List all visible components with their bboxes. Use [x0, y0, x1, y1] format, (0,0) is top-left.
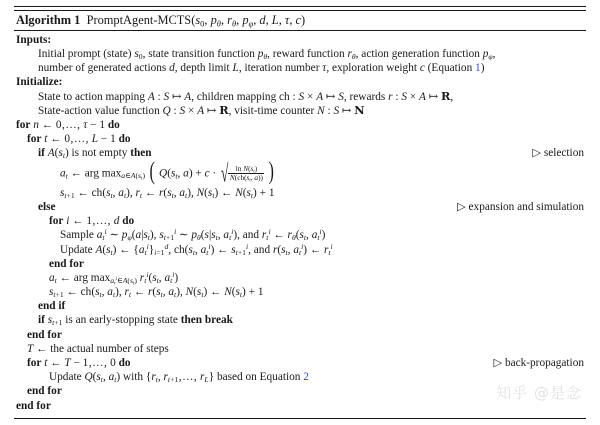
line-select-argmax: $a_t$ ← arg $\max_{a\in A(s_t)}$ ( $Q(s_t$, a) + c · √ $\frac{\ln N(s_t)}{N(ch(s_t, a))}$ )	[60, 158, 275, 188]
comment-expansion-simulation: ▷ expansion and simulation	[457, 200, 584, 213]
line-end-for-backprop: end for	[27, 385, 62, 398]
algorithm-body	[14, 31, 586, 416]
line-for-n: for n ← 0,…, τ − 1 do	[16, 118, 120, 131]
inputs-line-2: number of generated actions d, depth limit L, iteration number τ, exploration weight c (Equation 1)	[38, 61, 485, 74]
watermark: 知乎 @是念	[496, 384, 582, 402]
line-assign-T: T ← the actual number of steps	[27, 342, 169, 355]
comment-selection: ▷ selection	[532, 147, 584, 159]
line-sim-update: $s_{t+1}$ ← $ch(s_t$, $a_t$), $r_t$ ← $r(s_t$, $a_t$), $N(s_t)$ ← $N(s_t) + 1$	[49, 286, 264, 300]
equation-ref-2[interactable]: 2	[303, 371, 309, 384]
line-sample: Sample $a_t^i$ ∼ $p_\varphi(a|s_t)$, $s_{t+1}^i$ ∼ $p_\theta(s|s_t$, $a_t^i$), and $r_t^i$ ← $r_\theta(s_t$, $a_t^i$)	[60, 227, 326, 243]
line-end-for-t: end for	[27, 328, 62, 341]
line-for-backprop: for t ← T − 1,…, 0 do ▷ back-propagation	[27, 357, 584, 370]
line-if-early-stopping: if $s_{t+1}$ is an early-stopping state then break	[38, 314, 233, 328]
initialize-line-1: State to action mapping A : S ↦ A, children mapping ch : S × A ↦ S, rewards r : S × A ↦ R,	[38, 89, 454, 104]
line-if-nonempty: if $A(s_t)$ is not empty then ▷ selection	[38, 147, 584, 161]
line-sim-argmax: $a_t$ ← arg $\max_{a_t^i\in A(s_t)} r_t^i(s_t$, $a_t^i$)	[49, 269, 179, 287]
line-update-q: Update $Q(s_t$, $a_t$) with {$r_t$, $r_{t+1},\dots$, $r_L$} based on Equation 2	[49, 371, 309, 385]
algorithm-name: PromptAgent-$MCTS(s_0$, $p_\theta$, $r_\theta$, $p_\varphi$, d, L, τ, c)	[83, 13, 306, 29]
inputs-line-1: Initial prompt (state) $s_0$, state transition function $p_\theta$, reward function $r_\theta$, action generation function $p_\varphi$,	[38, 47, 496, 61]
initialize-heading	[16, 76, 586, 90]
line-end-if: end if	[38, 300, 66, 313]
line-select-update: $s_{t+1}$ ← $ch(s_t$, $a_t$), $r_t$ ← $r(s_t$, $a_t$), $N(s_t)$ ← $N(s_t) + 1$	[60, 186, 275, 200]
line-else: else ▷ expansion and simulation	[38, 200, 584, 213]
algorithm-number-label: Algorithm 1	[16, 13, 81, 27]
algorithm-block	[14, 6, 586, 419]
line-end-for-i: end for	[49, 257, 84, 270]
line-update-mappings: Update $A(s_t)$ ← $\{a_t^i\}_{i=1}^d$, $ch(s_t$, $a_t^i$) ← $s_{t+1}^i$, and $r(s_t$, $a_t^i$) ← $r_t^i$	[60, 241, 333, 257]
algorithm-title	[14, 11, 586, 30]
initialize-line-2: State-action value function Q : S × A ↦ R, visit-time counter N : S ↦ N	[38, 103, 365, 118]
comment-back-propagation: ▷ back-propagation	[493, 357, 584, 370]
inputs-label: Inputs:	[16, 33, 52, 46]
line-end-for-n: end for	[16, 399, 51, 412]
line-for-i: for i ← 1,…, d do	[49, 215, 135, 228]
initialize-label: Initialize:	[16, 76, 63, 89]
inputs-heading	[16, 34, 586, 48]
equation-ref-1[interactable]: 1	[475, 61, 481, 74]
line-for-t: for t ← 0,…, L − 1 do	[27, 132, 131, 145]
